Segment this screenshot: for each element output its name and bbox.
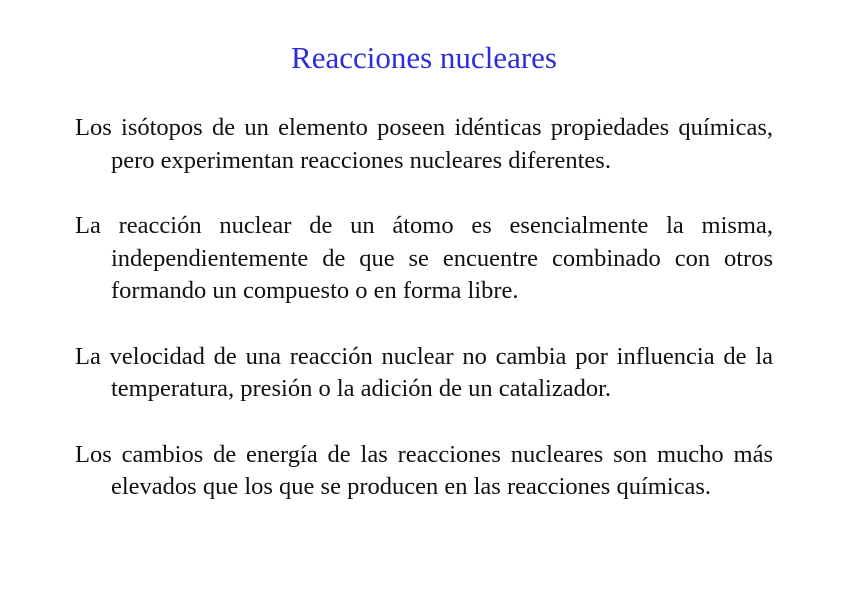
slide-body — [75, 112, 773, 537]
slide-title: Reacciones nucleares — [291, 40, 557, 75]
paragraph-reaction-speed: La velocidad de una reacción nuclear no cambia por influencia de la temperatura, presión o la adición de un catalizador. — [75, 342, 773, 402]
paragraph-energy-changes: Los cambios de energía de las reacciones nucleares son mucho más elevados que los que se producen en las reacciones químicas. — [75, 440, 773, 500]
paragraph-atom-reaction: La reacción nuclear de un átomo es esencialmente la misma, independientemente de que se encuentre combinado con otros formando un compuesto o en forma libre. — [75, 212, 773, 304]
paragraph-isotopes: Los isótopos de un elemento poseen idénticas propiedades químicas, pero experimentan reacciones nucleares diferentes. — [75, 114, 773, 174]
